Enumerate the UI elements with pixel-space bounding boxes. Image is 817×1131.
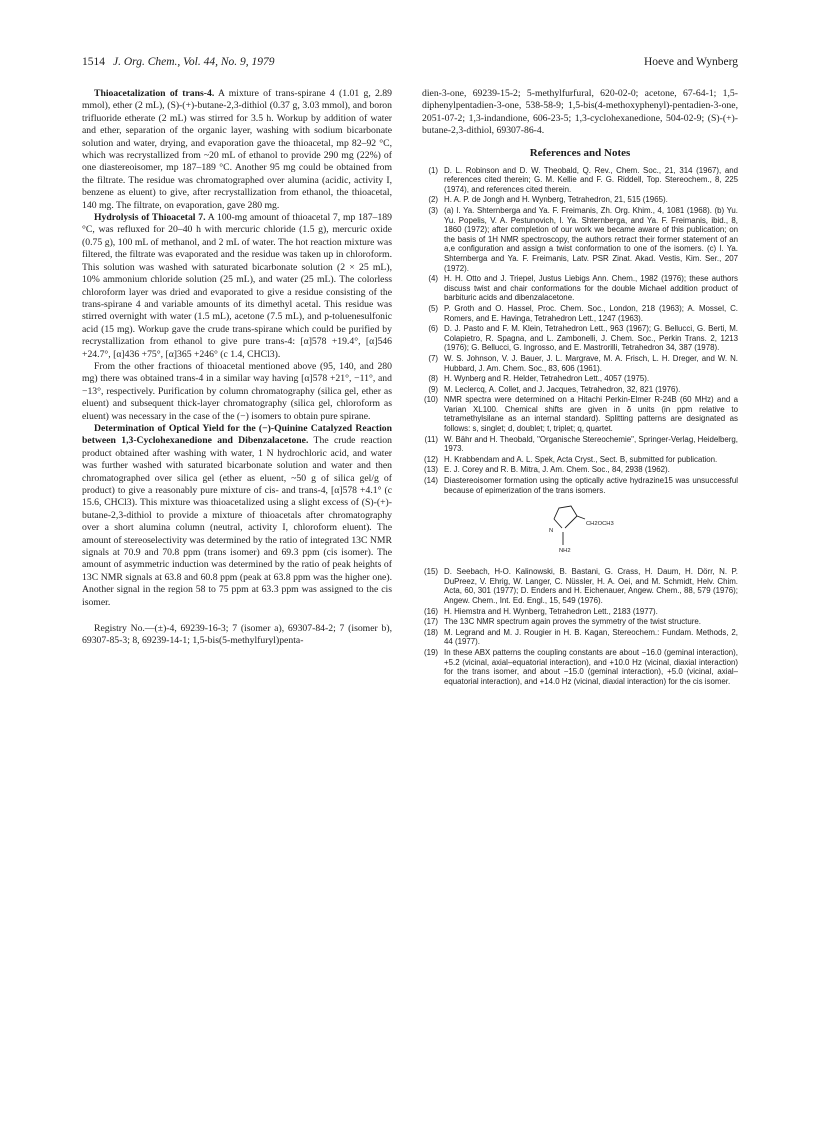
header-authors: Hoeve and Wynberg — [643, 56, 738, 68]
paragraph-thioacetalization — [82, 88, 392, 212]
reference-text: D. Seebach, H-O. Kalinowski, B. Bastani, G. Crass, H. Daum, H. Dörr, N. P. DuPreez, V. Ehrig, W. Langer, C. Nüssler, H. A. Oei, and M. Schmidt, Helv. Chim. Acta, 60, 301 (1977); D. Enders and H. Eichenauer, Angew. Chem., 88, 579 (1976); Angew. Chem., Int. Ed. Engl., 15, 549 (1976). — [444, 567, 738, 605]
reference-number: (19) — [423, 647, 438, 657]
reference-number: (17) — [423, 617, 438, 627]
run-in-heading: Determination of Optical Yield for the (−)-Quinine Catalyzed Reaction between 1,3-Cyclohexanedione and Dibenzalacetone. — [82, 422, 392, 447]
reference-number: (8) — [428, 374, 438, 384]
reference-list-continued — [422, 567, 738, 686]
reference-text: D. L. Robinson and D. W. Theobald, Q. Rev., Chem. Soc., 21, 314 (1967), and references cited therein; G. M. Kellie and F. G. Riddell, Top. Stereochem., 8, 225 (1974), and references cited therein. — [444, 165, 738, 194]
paragraph-text: The crude reaction product obtained after washing with water, 1 N hydrochloric acid, and water was further washed with saturated bicarbonate solution and water and then chromatographed over silica gel (ether as eluent, ~50 g of silica gel/g of product) to give a reasonably pure mixture of cis- and trans-4, [α]578 +4.1° (c 15.6, CHCl3). This mixture was thioacetalized using a slight excess of (S)-(+)-butane-2,3-dithiol to provide a mixture of thioacetals after chromatography over a short alumina column (neutral, activity I, chloroform eluent). The amount of stereoselectivity was determined by the ratio of integrated 13C NMR signals at 70.9 and 70.8 ppm (trans isomer) and 69.3 ppm (cis isomer). The amount of asymmetric induction was determined by the ratio of peak heights of 13C NMR signals at 63.8 and 60.8 ppm (peak at 63.8 ppm was the higher one). Another signal in the region 58 to 75 ppm at 63.3 ppm was assigned to the cis isomer. — [82, 435, 392, 608]
reference-number: (2) — [428, 195, 438, 205]
reference-text: In these ABX patterns the coupling constants are about −16.0 (geminal interaction), +5.2 (vicinal, axial–equatorial interaction), and +10.0 Hz (vicinal, diaxial interaction) for the trans isomer, and about −15.0 (geminal interaction), +5.0 (vicinal, axial–equatorial interaction), and +14.0 Hz (vicinal, diaxial interaction) for the cis isomer. — [444, 647, 738, 686]
reference-number: (5) — [428, 303, 438, 313]
reference-item — [422, 476, 738, 495]
reference-text: H. H. Otto and J. Triepel, Justus Liebigs Ann. Chem., 1982 (1976); these authors discuss twist and chair conformations for the double Michael addition product of barbituric acids and dibenzalacetone. — [444, 274, 738, 303]
reference-item — [422, 195, 738, 205]
left-column — [82, 88, 392, 648]
paragraph-optical-yield — [82, 423, 392, 609]
reference-number: (9) — [428, 384, 438, 394]
reference-text: M. Legrand and M. J. Rougier in H. B. Kagan, Stereochem.: Fundam. Methods, 2, 44 (1977). — [444, 627, 738, 647]
reference-text: H. Krabbendam and A. L. Spek, Acta Cryst., Sect. B, submitted for publication. — [444, 454, 718, 464]
reference-number: (6) — [428, 324, 438, 334]
reference-item — [422, 324, 738, 353]
header-left — [82, 56, 275, 68]
reference-item — [422, 617, 738, 627]
reference-number: (11) — [424, 434, 438, 444]
reference-item — [422, 166, 738, 195]
reference-text: P. Groth and O. Hassel, Proc. Chem. Soc., London, 218 (1963); A. Mossel, C. Romers, and E. Havinga, Tetrahedron Lett., 1247 (1963). — [444, 303, 738, 323]
paragraph-other-fractions: From the other fractions of thioacetal mentioned above (95, 140, and 280 mg) there was obtained trans-4 in a similar way having [α]578 +21°, −11°, and −13°, respectively. Purification by column chromatography (silica gel, ether as eluent) and subsequent thick-layer chromatography (silica gel, chloroform as eluent) was necessary in the case of the (−) isomers to obtain pure spirane. — [82, 360, 392, 422]
reference-number: (14) — [423, 476, 438, 486]
reference-text: Diastereoisomer formation using the optically active hydrazine15 was unsuccessful because of epimerization of the trans isomers. — [444, 476, 738, 495]
reference-number: (1) — [428, 165, 438, 175]
structure-amino-label: NH2 — [559, 548, 571, 555]
reference-item — [422, 374, 738, 384]
run-in-heading: Hydrolysis of Thioacetal 7. — [94, 212, 206, 224]
paragraph-hydrolysis — [82, 212, 392, 361]
reference-item — [422, 607, 738, 617]
reference-text: The 13C NMR spectrum again proves the symmetry of the twist structure. — [444, 617, 701, 627]
reference-item — [422, 274, 738, 303]
reference-item — [422, 455, 738, 465]
reference-text: M. Leclercq, A. Collet, and J. Jacques, Tetrahedron, 32, 821 (1976). — [444, 384, 681, 394]
reference-text: H. Hiemstra and H. Wynberg, Tetrahedron Lett., 2183 (1977). — [444, 606, 658, 616]
hydrazine-structure — [422, 501, 738, 559]
reference-text: E. J. Corey and R. B. Mitra, J. Am. Chem. Soc., 84, 2938 (1962). — [444, 465, 670, 475]
references-heading: References and Notes — [529, 146, 631, 159]
reference-number: (4) — [428, 274, 438, 284]
reference-text: W. Bähr and H. Theobald, "Organische Stereochemie", Springer-Verlag, Heidelberg, 1973. — [444, 434, 738, 454]
reference-item — [422, 465, 738, 475]
reference-number: (7) — [428, 353, 438, 363]
reference-number: (3) — [428, 206, 438, 215]
running-header — [82, 56, 738, 72]
reference-item — [422, 385, 738, 395]
reference-item — [422, 206, 738, 273]
reference-list — [422, 166, 738, 496]
run-in-heading: Thioacetalization of trans-4. — [94, 88, 215, 99]
reference-text: H. A. P. de Jongh and H. Wynberg, Tetrahedron, 21, 515 (1965). — [444, 195, 668, 205]
reference-item — [422, 435, 738, 454]
reference-item — [422, 648, 738, 686]
reference-text: H. Wynberg and R. Helder, Tetrahedron Lett., 4057 (1975). — [444, 374, 650, 384]
reference-number: (18) — [423, 627, 438, 637]
reference-text: NMR spectra were determined on a Hitachi Perkin-Elmer R-24B (60 MHz) and a Varian XL100. Chemical shifts are given in δ units (in ppm relative to tetramethylsilane as an internal standard). Splitting patterns are designated as follows: s, singlet; d, doublet; t, triplet; q, quartet. — [444, 395, 738, 434]
reference-number: (10) — [423, 395, 438, 405]
reference-number: (15) — [423, 567, 438, 577]
structure-nitrogen-label: N — [549, 528, 554, 535]
reference-text: W. S. Johnson, V. J. Bauer, J. L. Margrave, M. A. Frisch, L. H. Dreger, and W. N. Hubbard, J. Am. Chem. Soc., 83, 606 (1961). — [444, 353, 738, 373]
reference-item — [422, 567, 738, 605]
reference-item — [422, 628, 738, 647]
reference-item — [422, 304, 738, 323]
page-number: 1514 — [82, 56, 105, 68]
reference-number: (16) — [423, 606, 438, 616]
reference-item — [422, 354, 738, 373]
reference-text: (a) I. Ya. Shternberga and Ya. F. Freimanis, Zh. Org. Khim., 4, 1081 (1968). (b) Yu. Yu. Popelis, V. A. Pestunovich, I. Ya. Shternberga, and Ya. F. Freimanis, ibid., 8, 1860 (1972); after completion of our work we became aware of this publication; on the basis of 1H NMR spectroscopy, the authors retract their former statement of an a,e configuration and assign a twist conformation to one of the isomers. (c) I. Ya. Shternberga and Ya. F. Freimanis, Latv. PSR Zinat. Akad. Vestis, Kim. Ser., 207 (1972). — [444, 206, 738, 273]
reference-number: (13) — [423, 465, 438, 475]
paragraph-text: A mixture of trans-spirane 4 (1.01 g, 2.89 mmol), ether (2 mL), (S)-(+)-butane-2,3-dithiol (0.37 g, 3.03 mmol), and boron trifluoride etherate (2 mL) was stirred for 3.5 h. Workup by addition of water and ether, separation of the organic layer, washing with sodium bicarbonate solution and water, drying, and evaporation gave the thioacetal, mp 82–92 °C, which was recrystallized from ~20 mL of ethanol to provide 290 mg (22%) of one diastereoisomer, mp 187–189 °C. Another 95 mg could be obtained from the filtrate. The residue was chromatographed over alumina (acidic, activity I, benzene as eluent) to give, after recrystallization from ethanol, the thioacetal, 140 mg. The filtrate, on evaporation, gave 280 mg. — [82, 88, 392, 211]
structure-methoxymethyl-label: CH2OCH3 — [586, 521, 614, 528]
right-column — [422, 88, 738, 687]
reference-text: D. J. Pasto and F. M. Klein, Tetrahedron Lett., 963 (1967); G. Bellucci, G. Berti, M. Colapietro, R. Spagna, and L. Zambonelli, J. Chem. Soc., Perkin Trans. 2, 1213 (1976); G. Bellucci, G. Ingrosso, and E. Mastrorilli, Tetrahedron 34, 387 (1978). — [444, 324, 738, 353]
journal-citation: J. Org. Chem., Vol. 44, No. 9, 1979 — [113, 56, 275, 68]
registry-continuation: dien-3-one, 69239-15-2; 5-methylfurfural, 620-02-0; acetone, 67-64-1; 1,5-diphenylpentadien-3-one, 538-58-9; 1,5-bis(4-methoxyphenyl)-pentadien-3-one, 2051-07-2; 1,3-indandione, 606-23-5; 1,3-cyclohexanedione, 504-02-9; (S)-(+)-butane-2,3-dithiol, 69307-86-4. — [422, 88, 738, 137]
registry-numbers: Registry No.—(±)-4, 69239-16-3; 7 (isomer a), 69307-84-2; 7 (isomer b), 69307-85-3; 8, 69239-14-1; 1,5-bis(5-methylfuryl)penta- — [82, 623, 392, 647]
reference-number: (12) — [423, 454, 438, 464]
reference-item — [422, 395, 738, 433]
paragraph-text: A 100-mg amount of thioacetal 7, mp 187–189 °C, was refluxed for 20–40 h with mercuric chloride (1.5 g), mercuric oxide (0.75 g), 100 mL of methanol, and 2 mL of water. The hot reaction mixture was filtered, the filtrate was evaporated and the residue was taken up in chloroform. This solution was washed with saturated bicarbonate solution (2 × 25 mL), 10% ammonium chloride solution (25 mL), and water (25 mL). The colorless chloroform layer was dried and evaporated to give a residue consisting of the trans-spirane 4 and variable amounts of its dimethyl acetal. This residue was stirred overnight with water (1.5 mL), acetone (7.5 mL), and p-toluenesulfonic acid (15 mg). Workup gave the crude trans-spirane which could be purified by recrystallization from ethanol to give pure trans-4: [α]578 +19.4°, [α]546 +24.7°, [α]436 +75°, [α]365 +246° (c 1.4, CHCl3). — [82, 212, 392, 360]
